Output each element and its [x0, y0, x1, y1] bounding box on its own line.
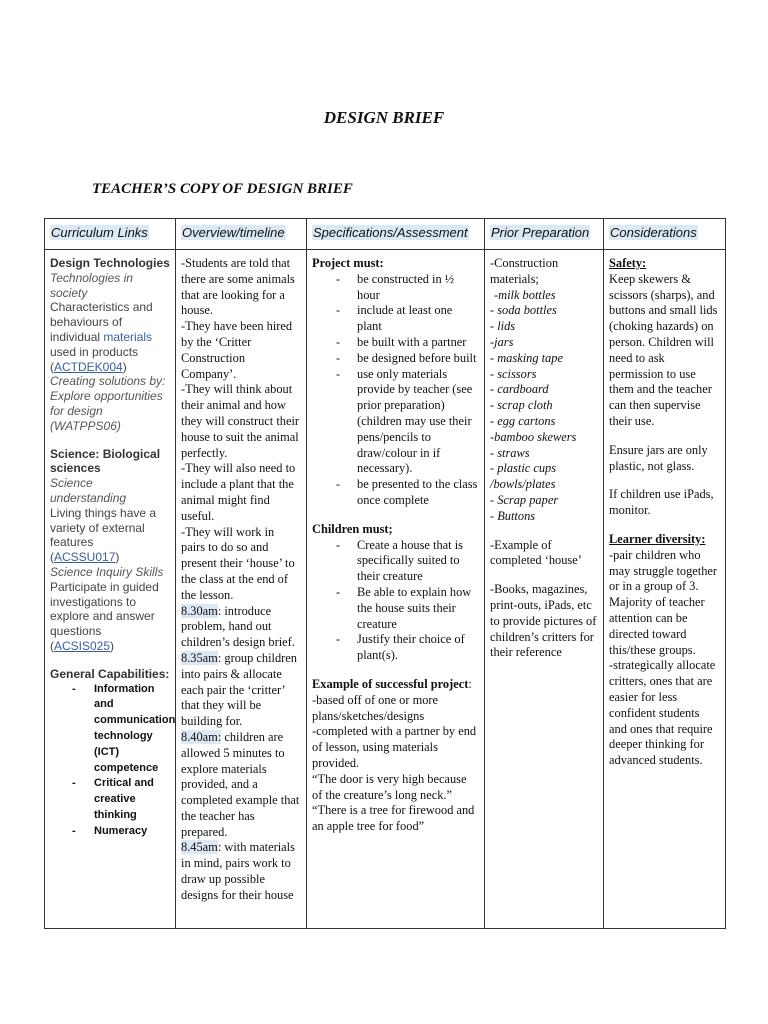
- list-item: - cardboard: [490, 382, 549, 397]
- list-item: - scrap cloth: [490, 398, 553, 413]
- example-quote: “There is a tree for firewood and an apple tree for food”: [312, 803, 475, 834]
- list-item: - Scrap paper: [490, 492, 559, 507]
- list-item: - Justify their choice of plant(s).: [312, 632, 479, 664]
- list-item: -bamboo skewers: [490, 429, 577, 444]
- list-item: - straws: [490, 445, 530, 460]
- table-row: [45, 250, 726, 929]
- science-understanding-subheading: Science understanding: [50, 476, 127, 505]
- project-must-heading: Project must:: [312, 256, 384, 270]
- overview-paragraph: -They will think about their animal and how they will construct their house to suit the animal perfectly.: [181, 382, 300, 460]
- timeline-entry: 8.35am: group children into pairs & allocate each pair the ‘critter’ that they will be building for.: [181, 650, 297, 729]
- actdek004-code: (ACTDEK004): [50, 359, 127, 374]
- children-must-list: [312, 538, 479, 664]
- overview-paragraph: -They will work in pairs to do so and present their ‘house’ to the class at the end of the lesson.: [181, 524, 295, 602]
- ipads-text: If children use iPads, monitor.: [609, 487, 714, 518]
- document-title: DESIGN BRIEF: [323, 108, 445, 127]
- table-header-row: [45, 219, 726, 250]
- jars-text: Ensure jars are only plastic, not glass.: [609, 442, 708, 473]
- timestamp: 8.40am:: [181, 729, 222, 744]
- timeline-entry: 8.45am: with materials in mind, pairs work to draw up possible designs for their house: [181, 840, 295, 902]
- science-heading: Science: Biological sciences: [50, 446, 161, 476]
- list-item: - Information and communication technology (ICT) competence: [50, 682, 170, 777]
- list-item: - lids: [490, 319, 516, 334]
- list-item: - Buttons: [490, 508, 536, 523]
- acssu017-link[interactable]: ACSSU017: [54, 550, 116, 565]
- list-item: - Critical and creative thinking: [50, 776, 170, 823]
- considerations-cell: [604, 250, 726, 929]
- list-item: - masking tape: [490, 350, 563, 365]
- safety-text: Keep skewers & scissors (sharps), and buttons and small lids (choking hazards) on person. Children will need to ask permission to use them and the teacher can then supervise their use.: [609, 271, 718, 428]
- list-item: - plastic cups /bowls/plates: [490, 461, 557, 492]
- prior-preparation-cell: [485, 250, 604, 929]
- list-item: - be constructed in ½ hour: [312, 272, 479, 304]
- list-item: -jars: [490, 334, 514, 349]
- curriculum-links-cell: [45, 250, 176, 929]
- timestamp: 8.35am: [181, 650, 218, 665]
- creating-solutions-subheading: Creating solutions by:: [50, 374, 166, 389]
- timeline-entry: 8.30am: introduce problem, hand out children’s design brief.: [181, 603, 295, 650]
- list-item: - scissors: [490, 366, 537, 381]
- diversity-text: -strategically allocate critters, ones that are easier for less confident students and ones that require deeper thinking for advanced students.: [609, 658, 716, 768]
- general-capabilities-heading: General Capabilities:: [50, 666, 170, 681]
- participate-text: Participate in guided investigations to explore and answer questions: [50, 579, 159, 639]
- safety-heading: Safety:: [609, 256, 647, 270]
- list-item: - soda bottles: [490, 303, 557, 318]
- explore-opportunities-text: Explore opportunities for design (WATPPS06): [50, 389, 163, 433]
- list-item: - Create a house that is specifically suited to their creature: [312, 538, 479, 585]
- list-item: - be designed before built: [312, 351, 479, 367]
- construction-materials-heading: -Construction materials;: [490, 256, 559, 286]
- timeline-entry: 8.40am: children are allowed 5 minutes to explore materials provided, and a completed example that the teacher has prepared.: [181, 729, 300, 839]
- list-item: - Numeracy: [50, 824, 170, 840]
- timestamp: 8.30am: [181, 603, 218, 618]
- learner-diversity-heading: Learner diversity:: [609, 531, 706, 546]
- header-prior-preparation: Prior Preparation: [485, 219, 604, 250]
- acsis025-link[interactable]: ACSIS025: [54, 638, 111, 653]
- list-item: - Be able to explain how the house suits their creature: [312, 585, 479, 632]
- list-item: - use only materials provide by teacher (see prior preparation) (children may use their pens/pencils to draw/colour in if necessary).: [312, 367, 479, 478]
- children-must-heading: Children must;: [312, 521, 393, 536]
- list-item: - include at least one plant: [312, 303, 479, 335]
- actdek004-link[interactable]: ACTDEK004: [54, 359, 123, 374]
- example-house-text: -Example of completed ‘house’: [490, 537, 582, 568]
- books-text: -Books, magazines, print-outs, iPads, etc to provide pictures of children’s critters for their reference: [490, 582, 597, 660]
- overview-paragraph: -They will also need to include a plant that the animal might find useful.: [181, 461, 296, 523]
- overview-paragraph: -Students are told that there are some animals that are looking for a house.: [181, 256, 295, 318]
- header-curriculum-links: Curriculum Links: [45, 219, 176, 250]
- list-item: -milk bottles: [494, 287, 556, 302]
- example-text: -completed with a partner by end of lesson, using materials provided.: [312, 724, 477, 770]
- capabilities-list: [50, 682, 176, 840]
- list-item: - be built with a partner: [312, 335, 479, 351]
- example-quote: “The door is very high because of the creature’s long neck.”: [312, 771, 467, 802]
- list-item: - be presented to the class once complete: [312, 477, 479, 509]
- technologies-in-society-subheading: Technologies in society: [50, 270, 133, 300]
- living-things-text: Living things have a variety of external features: [50, 505, 157, 550]
- design-brief-table: [44, 218, 726, 929]
- acsis025-code: (ACSIS025): [50, 638, 115, 653]
- overview-timeline-cell: [176, 250, 307, 929]
- design-technologies-heading: Design Technologies: [50, 256, 170, 270]
- overview-paragraph: -They have been hired by the ‘Critter Construction Company’.: [181, 319, 293, 381]
- acssu017-code: (ACSSU017): [50, 550, 120, 565]
- list-item: - egg cartons: [490, 413, 556, 428]
- characteristics-text: Characteristics and behaviours of individual materials used in products: [50, 300, 153, 359]
- header-considerations: Considerations: [604, 219, 726, 250]
- materials-list: [490, 288, 598, 525]
- project-must-list: [312, 272, 479, 509]
- timestamp: 8.45am: [181, 840, 218, 855]
- science-inquiry-subheading: Science Inquiry Skills: [50, 564, 164, 579]
- header-overview-timeline: Overview/timeline: [176, 219, 307, 250]
- document-subtitle: TEACHER’S COPY OF DESIGN BRIEF: [92, 181, 353, 197]
- example-heading: Example of successful project:: [312, 676, 472, 691]
- header-specifications-assessment: Specifications/Assessment: [307, 219, 485, 250]
- specifications-cell: [307, 250, 485, 929]
- materials-link[interactable]: materials: [103, 329, 153, 344]
- diversity-text: -pair children who may struggle together or in a group of 3. Majority of teacher attention can be directed toward this/these groups.: [609, 547, 718, 657]
- example-text: -based off of one or more plans/sketches/designs: [312, 692, 439, 723]
